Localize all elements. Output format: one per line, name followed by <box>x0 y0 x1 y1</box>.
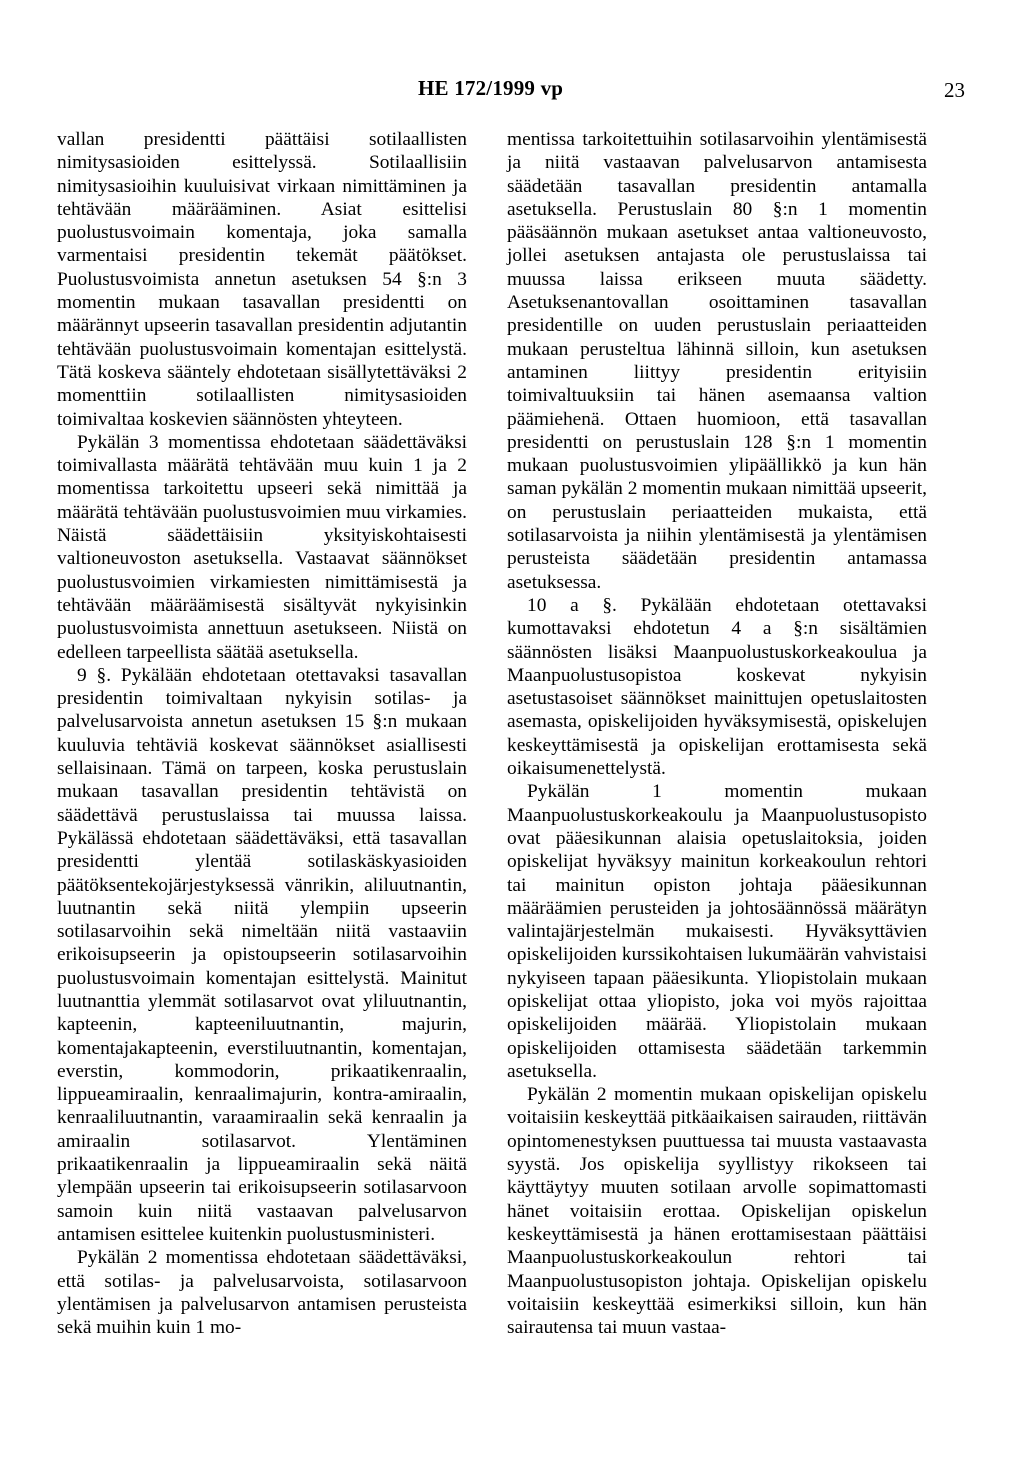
page-number: 23 <box>944 78 965 102</box>
paragraph: Pykälän 1 momentin mukaan Maanpuolustuskorkeakoulu ja Maanpuolustusopisto ovat pääesikunnan alaisia opetuslaitoksia, joiden opiskelijat hyväksyy mainitun korkeakoulun rehtori tai mainitun opiston johtaja pääesikunnan määräämien perusteiden ja johtosäännössä määrätyn valintajärjestelmän mukaisesti. Hyväksyttävien opiskelijoiden kurssikohtaisen lukumäärän vahvistaisi nykyiseen tapaan pääesikunta. Yliopistolain mukaan opiskelijat ottaa yliopisto, joka voi myös rajoittaa opiskelijoiden määrää. Yliopistolain mukaan opiskelijoiden ottamisesta säädetään tarkemmin asetuksella. <box>507 781 927 1082</box>
paragraph: Pykälän 2 momentissa ehdotetaan säädettäväksi, että sotilas- ja palvelusarvoista, sotilasarvoon ylentämisen ja palvelusarvon antamisen perusteista sekä muihin kuin 1 mo- <box>57 1247 467 1339</box>
page-header <box>0 68 1024 108</box>
right-text-column <box>507 128 927 1339</box>
left-text-column <box>57 128 467 1339</box>
paragraph: Pykälän 2 momentin mukaan opiskelijan opiskelu voitaisiin keskeyttää pitkäaikaisen sairauden, riittävän opintomenestyksen puuttuessa tai muusta vastaavasta syystä. Jos opiskelija syyllistyy rikokseen tai käyttäytyy muuten sotilaan arvolle sopimattomasti hänet voitaisiin erottaa. Opiskelijan opiskelun keskeyttämisestä ja hänen erottamisestaan päättäisi Maanpuolustuskorkeakoulun rehtori tai Maanpuolustusopiston johtaja. Opiskelijan opiskelu voitaisiin keskeyttää esimerkiksi silloin, kun hän sairautensa tai muun vastaa- <box>507 1084 927 1339</box>
paragraph: Pykälän 3 momentissa ehdotetaan säädettäväksi toimivallasta määrätä tehtävään muu kuin 1 ja 2 momentissa tarkoitettu upseeri sekä nimittää ja määrätä tehtävään puolustusvoimien muu virkamies. Näistä säädettäisiin yksityiskohtaisesti valtioneuvoston asetuksella. Vastaavat säännökset puolustusvoimien virkamiesten nimittämisestä ja tehtävään määräämisestä sisältyvät nykyisinkin puolustusvoimista annettuun asetukseen. Niistä on edelleen tarpeellista säätää asetuksella. <box>57 431 467 663</box>
document-identifier: HE 172/1999 vp <box>418 76 564 100</box>
paragraph: 10 a §. Pykälään ehdotetaan otettavaksi kumottavaksi ehdotetun 4 a §:n sisältämien säännösten lisäksi Maanpuolustuskorkeakoulua ja Maanpuolustusopistoa koskevat nykyisin asetustasoiset säännökset mainittujen opetuslaitosten asemasta, opiskelijoiden hyväksymisestä, opiskelujen keskeyttämisestä ja opiskelijan erottamisesta sekä oikaisumenettelystä. <box>507 594 927 780</box>
paragraph: mentissa tarkoitettuihin sotilasarvoihin ylentämisestä ja niitä vastaavan palvelusarvon antamisesta säädetään tasavallan presidentin antamalla asetuksella. Perustuslain 80 §:n 1 momentin pääsäännön mukaan asetukset antaa valtioneuvosto, jollei asetuksen antajasta ole perustuslaissa tai muussa laissa erikseen muuta säädetty. Asetuksenantovallan osoittaminen tasavallan presidentille on uuden perustuslain periaatteiden mukaan perusteltua lähinnä silloin, kun asetuksen antaminen liittyy presidentin erityisiin toimivaltuuksiin tai hänen asemaansa valtion päämiehenä. Ottaen huomioon, että tasavallan presidentti on perustuslain 128 §:n 1 momentin mukaan puolustusvoimien ylipäällikkö ja kun hän saman pykälän 2 momentin mukaan nimittää upseerit, on perustuslain periaatteiden mukaista, että sotilasarvoista ja niihin ylentämisestä ja ylentämisen perusteista säädetään presidentin antamassa asetuksessa. <box>507 129 927 593</box>
paragraph: 9 §. Pykälään ehdotetaan otettavaksi tasavallan presidentin toimivaltaan nykyisin sotilas- ja palvelusarvoista annetun asetuksen 15 §:n mukaan kuuluvia tehtäviä koskevat säännökset asiallisesti sellaisinaan. Tämä on tarpeen, koska perustuslain mukaan tasavallan presidentin tehtävistä on säädettävä perustuslaissa tai muussa laissa. Pykälässä ehdotetaan säädettäväksi, että tasavallan presidentti ylentää sotilaskäskyasioiden päätöksentekojärjestyksessä vänrikin, aliluutnantin, luutnantin sekä niitä ylempiin upseerin sotilasarvoihin sekä nimeltään niitä vastaaviin erikoisupseerin ja opistoupseerin sotilasarvoihin puolustusvoimain komentajan esittelystä. Mainitut luutnanttia ylemmät sotilasarvot ovat yliluutnantin, kapteenin, kapteeniluutnantin, majurin, komentajakapteenin, everstiluutnantin, komentajan, everstin, kommodorin, prikaatikenraalin, lippueamiraalin, kenraalimajurin, kontra-amiraalin, kenraaliluutnantin, varaamiraalin sekä kenraalin ja amiraalin sotilasarvot. Ylentäminen prikaatikenraalin ja lippueamiraalin sekä näitä ylempään upseerin tai erikoisupseerin sotilasarvoon samoin kuin niitä vastaavan palvelusarvon antamisen esittelee kuitenkin puolustusministeri. <box>57 664 467 1245</box>
paragraph: vallan presidentti päättäisi sotilaallisten nimitysasioiden esittelyssä. Sotilaallisiin nimitysasioihin kuuluisivat virkaan nimittäminen ja tehtävään määrääminen. Asiat esittelisi puolustusvoimain komentaja, joka samalla varmentaisi presidentin tekemät päätökset. Puolustusvoimista annetun asetuksen 54 §:n 3 momentin mukaan tasavallan presidentti on määrännyt upseerin tasavallan presidentin adjutantin tehtävään puolustusvoimain komentajan esittelystä. Tätä koskeva sääntely ehdotetaan sisällytettäväksi 2 momenttiin sotilaallisten nimitysasioiden toimivaltaa koskevien säännösten yhteyteen. <box>57 129 467 430</box>
